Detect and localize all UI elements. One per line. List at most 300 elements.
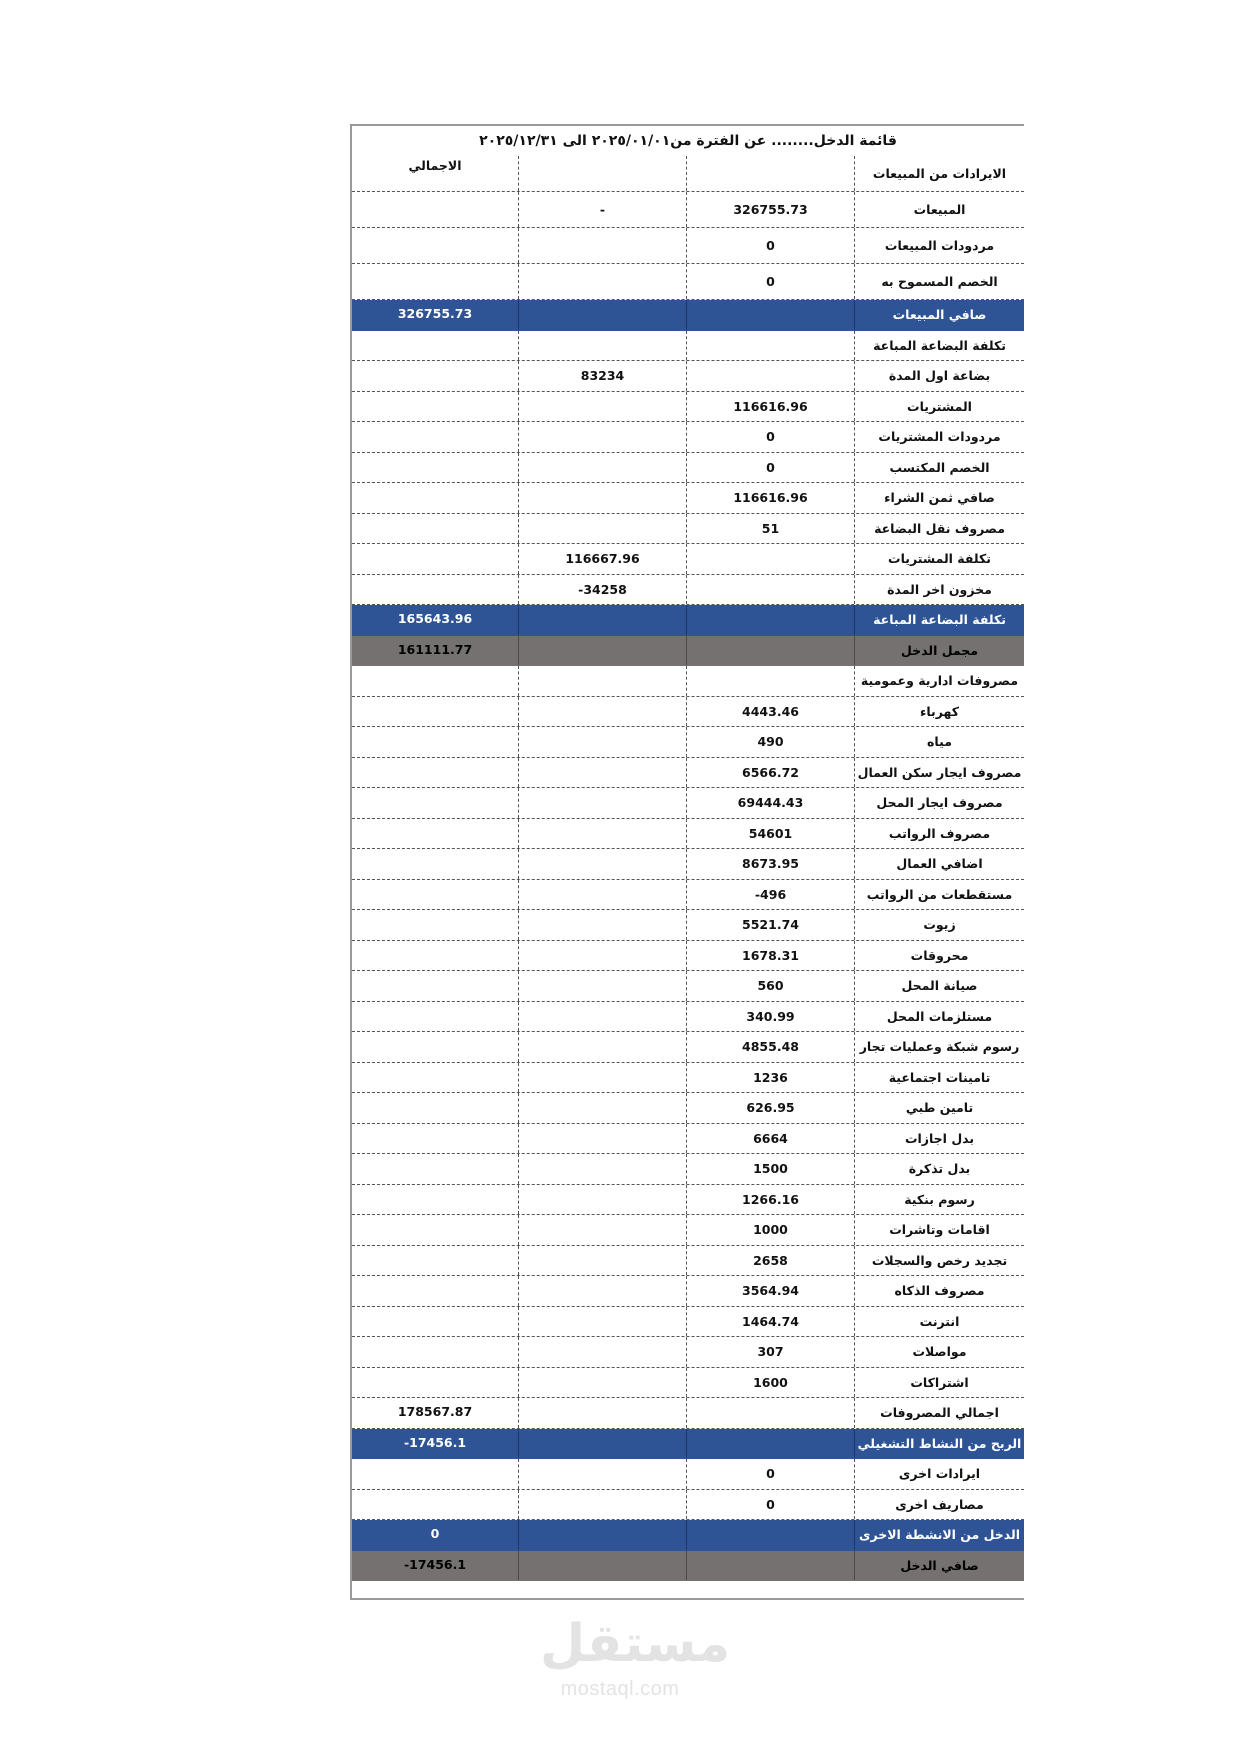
statement-row: [352, 483, 1024, 514]
item-label-cell: [855, 666, 1024, 696]
statement-rows: [352, 156, 1024, 1581]
subtotal-cell: [519, 1398, 687, 1428]
subtotal-cell: [519, 483, 687, 513]
total-cell: [352, 1032, 519, 1062]
total-cell: [352, 1459, 519, 1489]
subtotal-cell-text: 83234: [580, 368, 625, 384]
subtotal-cell: [519, 331, 687, 361]
item-label-cell-text: اقامات وتاشرات: [889, 1222, 990, 1238]
total-cell: [352, 697, 519, 727]
income-statement-sheet: [350, 124, 1024, 1600]
amount-cell: [687, 1063, 855, 1093]
amount-cell-text: 626.95: [746, 1100, 795, 1116]
total-cell-text: -17456.1: [403, 1434, 467, 1450]
total-cell-text: 178567.87: [397, 1404, 473, 1420]
amount-cell: [687, 1459, 855, 1489]
statement-row: [352, 697, 1024, 728]
item-label-cell-text: تكلفة البضاعة المباعة: [873, 612, 1006, 628]
amount-cell: [687, 1154, 855, 1184]
amount-cell: [687, 544, 855, 574]
subtotal-cell: [519, 544, 687, 574]
statement-row: [352, 453, 1024, 484]
item-label-cell-text: اشتراكات: [910, 1374, 969, 1390]
statement-row: [352, 971, 1024, 1002]
amount-cell: [687, 453, 855, 483]
total-cell: [352, 941, 519, 971]
amount-cell: [687, 941, 855, 971]
subtotal-cell: [519, 1185, 687, 1215]
item-label-cell-text: مصروف ايجار المحل: [876, 795, 1003, 811]
item-label-cell-text: مصروفات ادارية وعمومية: [860, 673, 1019, 689]
statement-row: [352, 514, 1024, 545]
amount-cell: [687, 1398, 855, 1428]
total-cell: [352, 1276, 519, 1306]
statement-row: [352, 1398, 1024, 1429]
item-label-cell: [855, 1215, 1024, 1245]
amount-cell-text: 69444.43: [737, 795, 804, 811]
statement-row: [352, 1520, 1024, 1551]
amount-cell: [687, 1520, 855, 1550]
amount-cell: [687, 1246, 855, 1276]
amount-cell-text: 4443.46: [742, 703, 799, 719]
statement-row: [352, 910, 1024, 941]
item-label-cell: [855, 361, 1024, 391]
amount-cell: [687, 605, 855, 635]
statement-row: [352, 422, 1024, 453]
total-cell: [352, 1215, 519, 1245]
subtotal-cell: [519, 1215, 687, 1245]
statement-row: [352, 819, 1024, 850]
statement-row: [352, 1185, 1024, 1216]
item-label-cell: [855, 1124, 1024, 1154]
item-label-cell-text: مخزون اخر المدة: [887, 581, 992, 597]
amount-cell-text: 326755.73: [733, 202, 808, 217]
statement-row: [352, 880, 1024, 911]
amount-cell-text: 1678.31: [742, 947, 799, 963]
item-label-cell: [855, 1032, 1024, 1062]
amount-cell-text: 0: [766, 459, 775, 475]
amount-cell-text: 1266.16: [742, 1191, 799, 1207]
item-label-cell: [855, 727, 1024, 757]
item-label-cell: [855, 453, 1024, 483]
amount-cell: [687, 192, 855, 227]
total-cell-text: الاجمالي: [408, 158, 462, 173]
statement-row: [352, 636, 1024, 667]
amount-cell: [687, 514, 855, 544]
statement-row: [352, 605, 1024, 636]
item-label-cell: [855, 910, 1024, 940]
total-cell: [352, 453, 519, 483]
total-cell: [352, 331, 519, 361]
subtotal-cell: [519, 880, 687, 910]
item-label-cell-text: الدخل من الانشطة الاخرى: [859, 1527, 1021, 1543]
statement-row: [352, 1276, 1024, 1307]
amount-cell: [687, 575, 855, 605]
subtotal-cell: [519, 727, 687, 757]
subtotal-cell: [519, 228, 687, 263]
subtotal-cell: [519, 697, 687, 727]
amount-cell: [687, 971, 855, 1001]
item-label-cell: [855, 941, 1024, 971]
subtotal-cell: [519, 575, 687, 605]
item-label-cell: [855, 758, 1024, 788]
item-label-cell-text: صافي المبيعات: [892, 307, 987, 323]
amount-cell-text: 0: [766, 1496, 775, 1512]
total-cell: [352, 1124, 519, 1154]
item-label-cell-text: كهرباء: [919, 703, 960, 719]
statement-row: [352, 1002, 1024, 1033]
amount-cell-text: 0: [766, 274, 775, 289]
total-cell: [352, 156, 519, 191]
item-label-cell-text: مردودات المبيعات: [884, 238, 995, 253]
total-cell: [352, 849, 519, 879]
statement-row: [352, 156, 1024, 192]
item-label-cell-text: تجديد رخص والسجلات: [871, 1252, 1008, 1268]
item-label-cell-text: المبيعات: [913, 202, 966, 217]
amount-cell: [687, 483, 855, 513]
statement-row: [352, 1429, 1024, 1460]
amount-cell-text: 54601: [748, 825, 793, 841]
subtotal-cell: [519, 971, 687, 1001]
amount-cell-text: 490: [757, 734, 784, 750]
subtotal-cell: [519, 1093, 687, 1123]
subtotal-cell: [519, 392, 687, 422]
amount-cell: [687, 1276, 855, 1306]
statement-row: [352, 1063, 1024, 1094]
item-label-cell: [855, 605, 1024, 635]
item-label-cell: [855, 1459, 1024, 1489]
item-label-cell: [855, 544, 1024, 574]
total-cell: [352, 264, 519, 299]
amount-cell: [687, 1368, 855, 1398]
amount-cell: [687, 1490, 855, 1520]
total-cell: [352, 483, 519, 513]
total-cell: [352, 727, 519, 757]
amount-cell-text: 0: [766, 238, 775, 253]
item-label-cell-text: الخصم المسموح به: [881, 274, 998, 289]
statement-row: [352, 264, 1024, 300]
subtotal-cell: [519, 941, 687, 971]
item-label-cell: [855, 300, 1024, 330]
item-label-cell-text: ايرادات اخرى: [898, 1466, 981, 1482]
statement-row: [352, 788, 1024, 819]
subtotal-cell: [519, 1063, 687, 1093]
subtotal-cell-text: 116667.96: [565, 551, 640, 567]
total-cell: [352, 1154, 519, 1184]
amount-cell: [687, 758, 855, 788]
statement-row: [352, 666, 1024, 697]
amount-cell: [687, 331, 855, 361]
item-label-cell-text: مردودات المشتريات: [878, 429, 1001, 445]
total-cell: [352, 1002, 519, 1032]
total-cell-text: -17456.1: [403, 1556, 467, 1572]
item-label-cell-text: تكلفة المشتريات: [888, 551, 991, 567]
total-cell: [352, 819, 519, 849]
item-label-cell: [855, 849, 1024, 879]
total-cell: [352, 910, 519, 940]
statement-row: [352, 1490, 1024, 1521]
statement-row: [352, 331, 1024, 362]
amount-cell: [687, 819, 855, 849]
amount-cell-text: 5521.74: [742, 917, 799, 933]
item-label-cell-text: مجمل الدخل: [901, 642, 979, 658]
item-label-cell: [855, 392, 1024, 422]
statement-row: [352, 1337, 1024, 1368]
subtotal-cell: [519, 605, 687, 635]
item-label-cell-text: الخصم المكتسب: [889, 459, 990, 475]
subtotal-cell: [519, 636, 687, 666]
statement-row: [352, 361, 1024, 392]
amount-cell: [687, 1093, 855, 1123]
amount-cell-text: 6664: [753, 1130, 788, 1146]
amount-cell: [687, 697, 855, 727]
amount-cell-text: 1000: [753, 1222, 788, 1238]
statement-row: [352, 1093, 1024, 1124]
amount-cell-text: 1500: [753, 1161, 788, 1177]
total-cell: [352, 1520, 519, 1550]
subtotal-cell: [519, 422, 687, 452]
item-label-cell-text: تامينات اجتماعية: [888, 1069, 991, 1085]
subtotal-cell: [519, 1276, 687, 1306]
total-cell-text: 0: [430, 1526, 440, 1542]
statement-row: [352, 392, 1024, 423]
total-cell-text: 326755.73: [397, 306, 473, 322]
total-cell: [352, 1307, 519, 1337]
amount-cell-text: 2658: [753, 1252, 788, 1268]
item-label-cell-text: بضاعة اول المدة: [888, 368, 991, 384]
total-cell: [352, 544, 519, 574]
amount-cell: [687, 156, 855, 191]
total-cell: [352, 1490, 519, 1520]
total-cell: [352, 228, 519, 263]
statement-row: [352, 544, 1024, 575]
statement-row: [352, 1246, 1024, 1277]
amount-cell-text: 1464.74: [742, 1313, 799, 1329]
statement-row: [352, 941, 1024, 972]
item-label-cell: [855, 1398, 1024, 1428]
item-label-cell-text: اجمالي المصروفات: [880, 1405, 999, 1421]
item-label-cell-text: مصروف الذكاه: [894, 1283, 985, 1299]
item-label-cell: [855, 514, 1024, 544]
item-label-cell: [855, 228, 1024, 263]
subtotal-cell: [519, 1002, 687, 1032]
item-label-cell-text: صافي ثمن الشراء: [884, 490, 995, 506]
subtotal-cell: [519, 1520, 687, 1550]
amount-cell: [687, 361, 855, 391]
item-label-cell: [855, 156, 1024, 191]
item-label-cell-text: الايرادات من المبيعات: [872, 166, 1007, 181]
item-label-cell: [855, 1276, 1024, 1306]
subtotal-cell: [519, 849, 687, 879]
item-label-cell-text: رسوم بنكية: [904, 1191, 975, 1207]
subtotal-cell: [519, 1429, 687, 1459]
statement-row: [352, 1154, 1024, 1185]
total-cell: [352, 361, 519, 391]
amount-cell: [687, 1337, 855, 1367]
amount-cell: [687, 422, 855, 452]
amount-cell: [687, 228, 855, 263]
subtotal-cell: [519, 192, 687, 227]
amount-cell: [687, 666, 855, 696]
amount-cell-text: 560: [757, 978, 784, 994]
statement-row: [352, 300, 1024, 331]
total-cell-text: 165643.96: [397, 611, 473, 627]
subtotal-cell: [519, 264, 687, 299]
amount-cell: [687, 849, 855, 879]
statement-row: [352, 192, 1024, 228]
item-label-cell: [855, 819, 1024, 849]
total-cell: [352, 880, 519, 910]
total-cell: [352, 1063, 519, 1093]
item-label-cell-text: مستلزمات المحل: [886, 1008, 993, 1024]
subtotal-cell: [519, 1459, 687, 1489]
item-label-cell-text: اضافي العمال: [896, 856, 983, 872]
amount-cell: [687, 1215, 855, 1245]
subtotal-cell-text: -: [599, 202, 606, 217]
amount-cell-text: 116616.96: [733, 398, 808, 414]
subtotal-cell: [519, 758, 687, 788]
amount-cell: [687, 1032, 855, 1062]
subtotal-cell: [519, 666, 687, 696]
total-cell: [352, 300, 519, 330]
total-cell: [352, 1337, 519, 1367]
item-label-cell: [855, 788, 1024, 818]
subtotal-cell: [519, 1368, 687, 1398]
total-cell: [352, 1429, 519, 1459]
item-label-cell-text: محروقات: [910, 947, 969, 963]
amount-cell: [687, 392, 855, 422]
statement-row: [352, 228, 1024, 264]
amount-cell: [687, 880, 855, 910]
item-label-cell-text: مصروف نقل البضاعة: [874, 520, 1005, 536]
item-label-cell: [855, 636, 1024, 666]
total-cell: [352, 605, 519, 635]
item-label-cell: [855, 575, 1024, 605]
item-label-cell: [855, 697, 1024, 727]
amount-cell: [687, 1124, 855, 1154]
subtotal-cell: [519, 156, 687, 191]
subtotal-cell: [519, 1337, 687, 1367]
item-label-cell-text: مصروف ايجار سكن العمال: [857, 764, 1022, 780]
amount-cell-text: 0: [766, 1466, 775, 1482]
sheet-empty-footer: [352, 1571, 1024, 1600]
item-label-cell-text: بدل تذكرة: [908, 1161, 971, 1177]
amount-cell: [687, 727, 855, 757]
item-label-cell: [855, 192, 1024, 227]
amount-cell-text: 51: [761, 520, 780, 536]
statement-row: [352, 849, 1024, 880]
amount-cell: [687, 910, 855, 940]
item-label-cell: [855, 1307, 1024, 1337]
statement-row: [352, 758, 1024, 789]
statement-row: [352, 1124, 1024, 1155]
subtotal-cell: [519, 1032, 687, 1062]
item-label-cell-text: تكلفة البضاعة المباعة: [873, 337, 1006, 353]
subtotal-cell: [519, 788, 687, 818]
total-cell: [352, 1185, 519, 1215]
subtotal-cell: [519, 361, 687, 391]
total-cell: [352, 666, 519, 696]
item-label-cell-text: مصروف الرواتب: [888, 825, 991, 841]
item-label-cell: [855, 1246, 1024, 1276]
item-label-cell-text: زيوت: [923, 917, 956, 933]
item-label-cell-text: مستقطعات من الرواتب: [866, 886, 1013, 902]
total-cell: [352, 1368, 519, 1398]
item-label-cell: [855, 1520, 1024, 1550]
subtotal-cell: [519, 1490, 687, 1520]
total-cell: [352, 636, 519, 666]
item-label-cell: [855, 422, 1024, 452]
total-cell: [352, 1398, 519, 1428]
total-cell: [352, 788, 519, 818]
subtotal-cell: [519, 514, 687, 544]
total-cell: [352, 192, 519, 227]
amount-cell: [687, 1002, 855, 1032]
item-label-cell: [855, 483, 1024, 513]
item-label-cell: [855, 880, 1024, 910]
item-label-cell: [855, 1490, 1024, 1520]
item-label-cell: [855, 1368, 1024, 1398]
amount-cell-text: 116616.96: [733, 490, 808, 506]
total-cell: [352, 1093, 519, 1123]
amount-cell: [687, 1307, 855, 1337]
watermark-logo: مستقل: [540, 1614, 731, 1674]
amount-cell-text: 4855.48: [742, 1039, 799, 1055]
amount-cell-text: 3564.94: [742, 1283, 799, 1299]
statement-row: [352, 1307, 1024, 1338]
item-label-cell-text: تامين طبي: [905, 1100, 974, 1116]
subtotal-cell: [519, 1246, 687, 1276]
total-cell: [352, 514, 519, 544]
item-label-cell-text: صافي الدخل: [900, 1557, 979, 1573]
amount-cell: [687, 300, 855, 330]
item-label-cell-text: مواصلات: [912, 1344, 967, 1360]
statement-row: [352, 1215, 1024, 1246]
statement-row: [352, 1032, 1024, 1063]
subtotal-cell: [519, 910, 687, 940]
subtotal-cell-text: -34258: [578, 581, 627, 597]
item-label-cell: [855, 1185, 1024, 1215]
total-cell: [352, 1246, 519, 1276]
amount-cell: [687, 636, 855, 666]
total-cell: [352, 971, 519, 1001]
amount-cell-text: -496: [754, 886, 787, 902]
item-label-cell-text: انترنت: [919, 1313, 960, 1329]
watermark-url: mostaql.com: [560, 1678, 680, 1700]
statement-row: [352, 1368, 1024, 1399]
item-label-cell: [855, 1337, 1024, 1367]
item-label-cell-text: المشتريات: [907, 398, 972, 414]
statement-title: قائمة الدخل........ عن الفترة من٢٠٢٥/٠١/٠١ الى ٢٠٢٥/١٢/٣١: [479, 133, 897, 149]
item-label-cell: [855, 1154, 1024, 1184]
item-label-cell-text: مصاريف اخرى: [895, 1496, 984, 1512]
amount-cell-text: 0: [766, 429, 775, 445]
subtotal-cell: [519, 453, 687, 483]
item-label-cell-text: رسوم شبكة وعمليات تجار: [859, 1039, 1020, 1055]
item-label-cell: [855, 1093, 1024, 1123]
item-label-cell: [855, 971, 1024, 1001]
total-cell: [352, 422, 519, 452]
amount-cell: [687, 788, 855, 818]
item-label-cell-text: صيانة المحل: [901, 978, 978, 994]
amount-cell-text: 1236: [753, 1069, 788, 1085]
total-cell: [352, 392, 519, 422]
item-label-cell: [855, 1429, 1024, 1459]
amount-cell: [687, 1429, 855, 1459]
statement-row: [352, 1459, 1024, 1490]
subtotal-cell: [519, 819, 687, 849]
amount-cell: [687, 264, 855, 299]
